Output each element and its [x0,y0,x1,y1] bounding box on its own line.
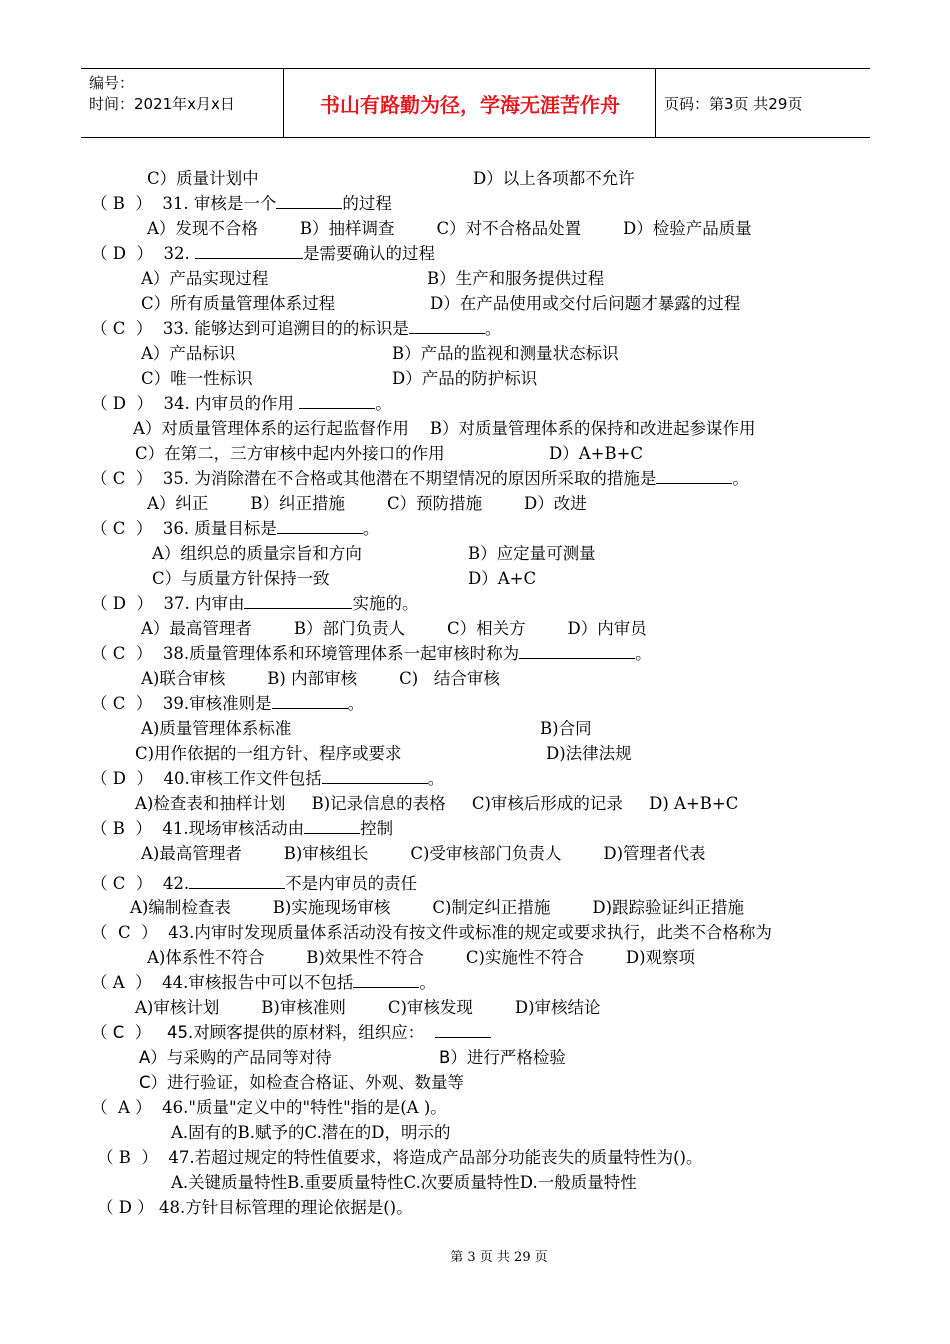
header-meta [81,69,284,137]
line-text: A）产品实现过程 [141,269,269,288]
line-text: A.固有的B.赋予的C.潜在的D，明示的 [171,1123,451,1142]
document-number: 编号： [89,74,135,92]
line-text: A)质量管理体系标准 [141,719,292,738]
line-text: （ A ） 46."质量"定义中的"特性"指的是(A )。 [91,1098,447,1117]
line-text: C)用作依据的一组方针、程序或要求 [135,744,402,763]
line-text: C）唯一性标识 [141,369,253,388]
question-line [91,1097,447,1119]
question-line [139,1047,332,1069]
line-text: 。 [427,769,445,788]
option-text: D）产品的防护标识 [392,369,538,388]
question-line [91,243,435,265]
question-line [141,343,235,365]
line-text: （ B ） 31. 审核是一个 [91,194,277,213]
line-text: （ D ） 48.方针目标管理的理论依据是()。 [97,1198,413,1217]
question-line [147,168,259,190]
line-text: A)最高管理者 B)审核组长 C)受审核部门负责人 D)管理者代表 [141,844,706,863]
question-line [141,368,253,390]
line-text: C）所有质量管理体系过程 [141,294,336,313]
line-text: A）发现不合格 B）抽样调查 C）对不合格品处置 D）检验产品质量 [147,219,752,238]
line-text: 。 [347,694,365,713]
line-text: A)体系性不符合 B)效果性不符合 C)实施性不符合 D)观察项 [147,948,696,967]
question-line [141,268,268,290]
page-footer: 第 3 页 共 29 页 [450,1250,548,1265]
question-line [91,1022,491,1044]
line-text: 的过程 [342,194,392,213]
question-line [141,668,500,690]
line-text: 控制 [360,819,394,838]
question-line [97,1197,413,1219]
line-text: （ C ） 36. 质量目标是 [91,519,277,538]
answer-blank [276,193,342,209]
line-text: A）与采购的产品同等对待 [139,1048,332,1067]
line-text: （ C ） 45.对顾客提供的原材料，组织应： [91,1023,435,1042]
option-text: B）生产和服务提供过程 [427,269,605,288]
question-line [139,1072,464,1094]
answer-blank [244,593,352,609]
line-text: 。 [419,973,436,992]
line-text: C）在第二，三方审核中起内外接口的作用 [135,444,445,463]
answer-blank [272,693,348,709]
question-line [135,997,601,1019]
line-text: A)审核计划 B)审核准则 C)审核发现 D)审核结论 [135,998,601,1017]
line-text: （ A ） 44.审核报告中可以不包括 [91,973,354,992]
option-text: B）产品的监视和测量状态标识 [392,344,619,363]
answer-blank [656,468,732,484]
page-header [81,68,870,138]
line-text: A）对质量管理体系的运行起监督作用 B）对质量管理体系的保持和改进起参谋作用 [133,419,756,438]
line-text: （ D ） 32. [91,244,195,263]
answer-blank [409,318,485,334]
question-line [91,922,772,944]
line-text: 。 [362,519,380,538]
line-text: （ C ） 33. 能够达到可追溯目的的标识是 [91,319,409,338]
answer-blank [353,972,419,988]
question-line [171,1122,451,1144]
line-text: （ C ） 38.质量管理体系和环境管理体系一起审核时称为 [91,644,520,663]
line-text: （ C ） 35. 为消除潜在不合格或其他潜在不期望情况的原因所采取的措施是 [91,469,657,488]
question-line [147,947,695,969]
header-page-number: 页码：第3页 共29页 [664,94,803,113]
line-text: A）纠正 B）纠正措施 C）预防措施 D）改进 [147,494,587,513]
question-line [147,493,587,515]
line-text: 实施的。 [352,594,419,613]
line-text: C）与质量方针保持一致 [152,569,330,588]
line-text: A）组织总的质量宗旨和方向 [152,544,362,563]
line-text: A)编制检查表 B)实施现场审核 C)制定纠正措施 D)跟踪验证纠正措施 [130,898,745,917]
line-text: （ D ） 40.审核工作文件包括 [91,769,322,788]
question-line [91,693,364,715]
line-text: （ C ） 43.内审时发现质量体系活动没有按文件或标准的规定或要求执行，此类不合格称为 [91,923,772,942]
question-line [130,897,744,919]
question-line [135,793,738,815]
question-line [91,768,444,790]
line-text: （ D ） 37. 内审由 [91,594,245,613]
document-date: 时间：2021年x月x日 [89,95,235,113]
answer-blank [322,768,428,784]
option-text: D）A+B+C [549,444,644,463]
line-text: （ B ） 41.现场审核活动由 [91,819,305,838]
question-line [91,972,436,994]
option-text: D)法律法规 [546,744,632,763]
question-line [141,618,647,640]
question-line [91,393,392,415]
line-text: （ D ） 34. 内审员的作用 [91,394,300,413]
answer-blank [277,518,363,534]
line-text: （ C ） 42. [91,874,190,893]
line-text: C）进行验证，如检查合格证、外观、数量等 [139,1073,465,1092]
line-text: A）最高管理者 B）部门负责人 C）相关方 D）内审员 [141,619,647,638]
line-text: （ B ） 47.若超过规定的特性值要求，将造成产品部分功能丧失的质量特性为()。 [97,1148,703,1167]
option-text: B）进行严格检验 [439,1048,566,1067]
question-line [91,818,393,840]
question-line [91,193,392,215]
answer-blank [189,873,285,889]
question-line [135,743,402,765]
question-line [91,643,652,665]
line-text: A）产品标识 [141,344,236,363]
line-text: A)检查表和抽样计划 B)记录信息的表格 C)审核后形成的记录 D) A+B+C [135,794,739,813]
option-text: B)合同 [540,719,592,738]
line-text: 。 [732,469,749,488]
question-line [91,593,418,615]
line-text: A)联合审核 B) 内部审核 C) 结合审核 [141,669,500,688]
line-text: 不是内审员的责任 [285,874,418,893]
question-line [135,443,445,465]
question-line [152,568,330,590]
line-text: （ C ） 39.审核准则是 [91,694,272,713]
question-line [133,418,756,440]
option-text: D）在产品使用或交付后问题才暴露的过程 [430,294,741,313]
line-text: C）质量计划中 [147,169,259,188]
question-line [152,543,362,565]
line-text: 。 [635,644,652,663]
question-line [171,1172,637,1194]
option-text: D）以上各项都不允许 [473,169,635,188]
question-line [91,468,749,490]
answer-blank [299,393,375,409]
line-text: 。 [375,394,392,413]
question-line [97,1147,702,1169]
question-line [91,318,501,340]
answer-blank [195,243,303,259]
line-text: 。 [484,319,502,338]
question-line [141,293,335,315]
line-text: 是需要确认的过程 [302,244,435,263]
answer-blank [304,818,360,834]
question-line [141,718,291,740]
question-line [141,843,706,865]
option-text: D）A+C [468,569,537,588]
option-text: B）应定量可测量 [468,544,596,563]
answer-blank [435,1022,491,1038]
question-line [147,218,752,240]
header-motto: 书山有路勤为径，学海无涯苦作舟 [285,69,656,137]
line-text: A.关键质量特性B.重要质量特性C.次要质量特性D.一般质量特性 [171,1173,637,1192]
question-line [91,518,379,540]
answer-blank [519,643,635,659]
question-line [91,873,417,895]
